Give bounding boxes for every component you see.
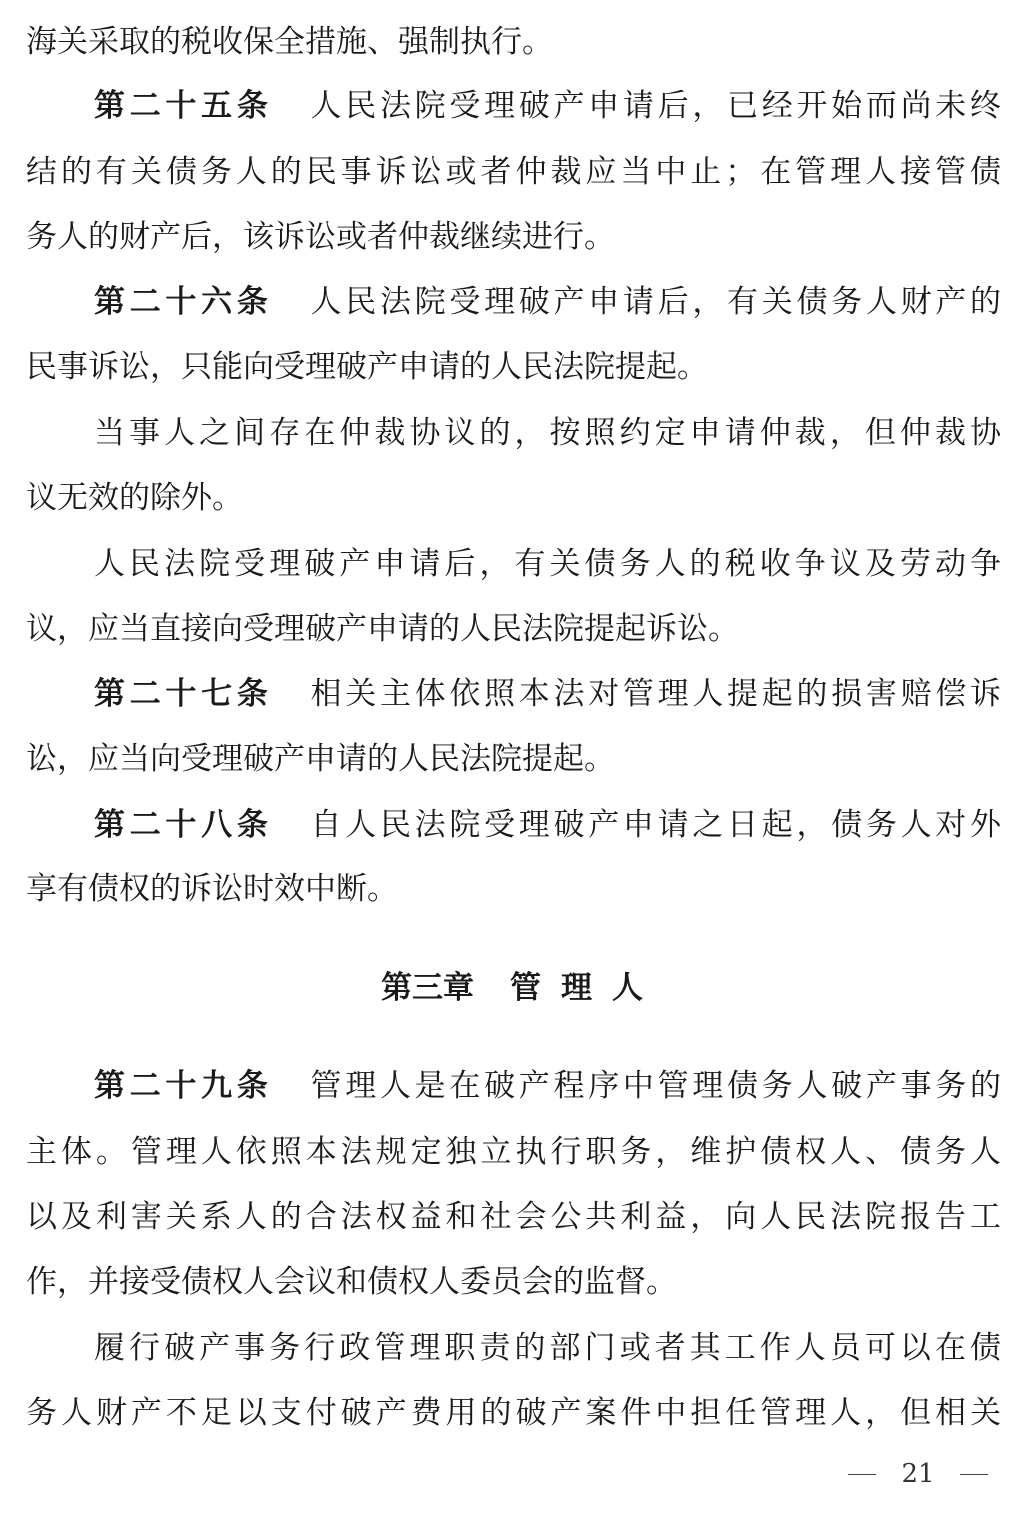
footer-dash-right [960,1474,988,1475]
text-line: 结的有关债务人的民事诉讼或者仲裁应当中止；在管理人接管债 [26,154,1001,190]
article-text: 人民法院受理破产申请后，有关债务人财产的 [310,284,1002,320]
article-text: 人民法院受理破产申请后，已经开始而尚未终 [310,88,1002,124]
page-number: 21 [901,1459,935,1489]
article-26 [94,282,1001,322]
text-line: 主体。管理人依照本法规定独立执行职务，维护债权人、债务人 [26,1134,1001,1170]
article-text: 管理人是在破产程序中管理债务人破产事务的 [310,1068,1002,1104]
text-line: 作，并接受债权人会议和债权人委员会的监督。 [26,1264,677,1300]
article-25 [94,86,1001,126]
footer-dash-left [848,1474,876,1475]
page-footer [848,1456,988,1492]
paragraph-line: 当事人之间存在仲裁协议的，按照约定申请仲裁，但仲裁协 [94,415,1001,451]
text-line: 议无效的除外。 [26,480,243,516]
text-line: 以及利害关系人的合法权益和社会公共利益，向人民法院报告工 [26,1199,1001,1235]
article-number: 第二十九条 [94,1068,273,1104]
chapter-title: 管理人 [510,970,663,1006]
paragraph-line: 人民法院受理破产申请后，有关债务人的税收争议及劳动争 [94,546,1001,582]
article-28 [94,805,1001,845]
text-line: 海关采取的税收保全措施、强制执行。 [26,24,553,60]
text-line: 讼，应当向受理破产申请的人民法院提起。 [26,741,615,777]
article-number: 第二十七条 [94,676,273,712]
text-line: 务人的财产后，该诉讼或者仲裁继续进行。 [26,219,615,255]
article-text: 自人民法院受理破产申请之日起，债务人对外 [310,807,1002,843]
chapter-number: 第三章 [381,970,474,1006]
article-number: 第二十五条 [94,88,273,124]
article-27 [94,674,1001,714]
article-number: 第二十八条 [94,807,273,843]
paragraph-line: 履行破产事务行政管理职责的部门或者其工作人员可以在债 [94,1330,1001,1366]
text-line: 民事诉讼，只能向受理破产申请的人民法院提起。 [26,349,708,385]
text-line: 议，应当直接向受理破产申请的人民法院提起诉讼。 [26,611,739,647]
article-text: 相关主体依照本法对管理人提起的损害赔偿诉 [310,676,1002,712]
text-line: 享有债权的诉讼时效中断。 [26,871,398,907]
text-line: 务人财产不足以支付破产费用的破产案件中担任管理人，但相关 [26,1395,1001,1431]
article-29 [94,1066,1001,1106]
article-number: 第二十六条 [94,284,273,320]
chapter-heading [0,968,1024,1008]
